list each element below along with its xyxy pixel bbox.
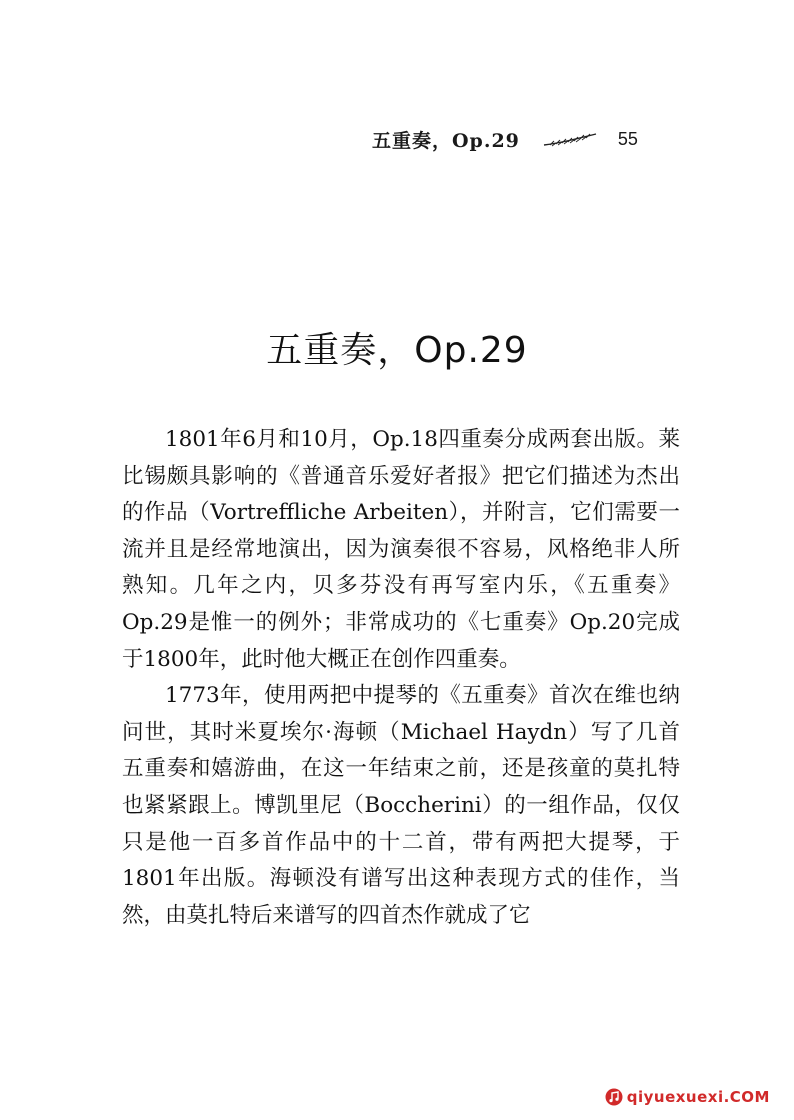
page-number: 55 — [617, 129, 638, 149]
watermark-text: qiyuexuexi.COM — [626, 1088, 770, 1106]
running-title: 五重奏，Op.29 — [372, 130, 520, 152]
chapter-title: 五重奏，Op.29 — [266, 330, 528, 372]
paragraph: 1773年，使用两把中提琴的《五重奏》首次在维也纳问世，其时米夏埃尔·海顿（Michael Haydn）写了几首五重奏和嬉游曲，在这一年结束之前，还是孩童的莫扎特也紧紧跟上。博凯里尼（Boccherini）的一组作品，仅仅只是他一百多首作品中的十二首，带有两把大提琴，于1801年出版。海顿没有谱写出这种表现方式的佳作，当然，由莫扎特后来谱写的四首杰作就成了它 — [122, 683, 680, 928]
music-note-icon — [605, 1088, 623, 1106]
feather-ornament-icon — [542, 132, 598, 148]
site-watermark — [605, 1088, 770, 1106]
body-text — [122, 422, 680, 934]
running-head — [372, 126, 638, 153]
paragraph: 1801年6月和10月，Op.18四重奏分成两套出版。莱比锡颇具影响的《普通音乐爱好者报》把它们描述为杰出的作品（Vortreffliche Arbeiten），并附言，它们需要一流并且是经常地演出，因为演奏很不容易，风格绝非人所熟知。几年之内，贝多芬没有再写室内乐，《五重奏》Op.29是惟一的例外；非常成功的《七重奏》Op.20完成于1800年，此时他大概正在创作四重奏。 — [122, 427, 680, 672]
